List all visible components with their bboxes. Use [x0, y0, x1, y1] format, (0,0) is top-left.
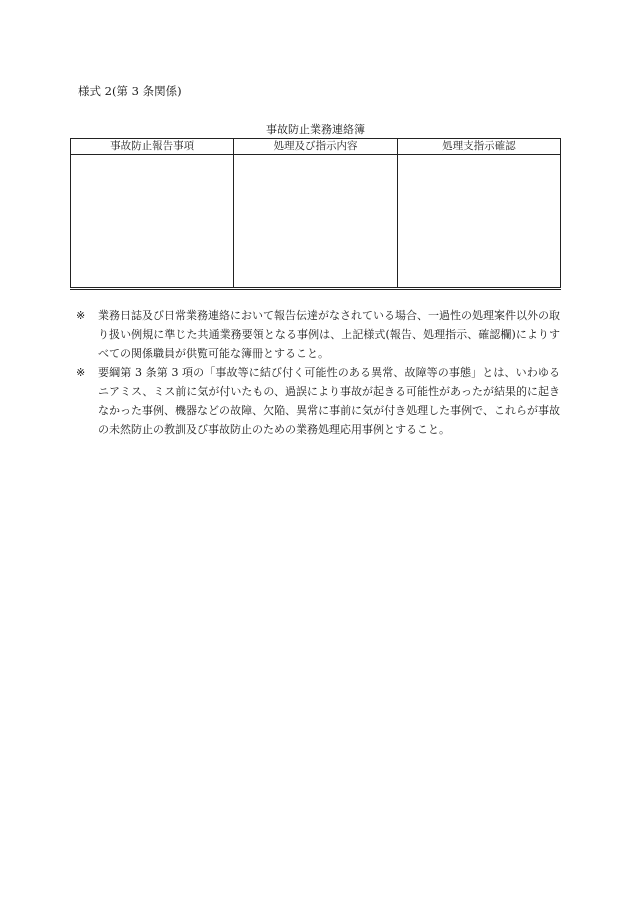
- table-title: 事故防止業務連絡簿: [266, 123, 365, 136]
- note-item: [76, 363, 560, 439]
- liaison-log-table: [70, 138, 561, 290]
- column-header-report-items: 事故防止報告事項: [71, 139, 234, 155]
- handling-instructions-cell: [234, 155, 397, 289]
- notes-section: [76, 306, 560, 439]
- confirmation-cell: [397, 155, 560, 289]
- note-mark: ※: [76, 366, 86, 379]
- report-items-cell: [71, 155, 234, 289]
- column-header-confirmation: 処理支指示確認: [397, 139, 560, 155]
- form-number-label: 様式 2(第 3 条関係): [78, 84, 182, 98]
- column-header-handling-instructions: 処理及び指示内容: [234, 139, 397, 155]
- note-text: 要綱第 3 条第 3 項の「事故等に結び付く可能性のある異常、故障等の事態」とは、いわゆるニアミス、ミス前に気が付いたもの、過誤により事故が起きる可能性があったが結果的に起きなかった事例、機器などの故障、欠陥、異常に事前に気が付き処理した事例で、これらが事故の未然防止の教訓及び事故防止のための業務処理応用事例とすること。: [98, 366, 560, 436]
- note-mark: ※: [76, 309, 86, 322]
- note-item: [76, 306, 560, 363]
- note-text: 業務日誌及び日常業務連絡において報告伝達がなされている場合、一過性の処理案件以外の取り扱い例規に準じた共通業務要領となる事例は、上記様式(報告、処理指示、確認欄)によりすべての関係職員が供覧可能な簿冊とすること。: [98, 309, 560, 360]
